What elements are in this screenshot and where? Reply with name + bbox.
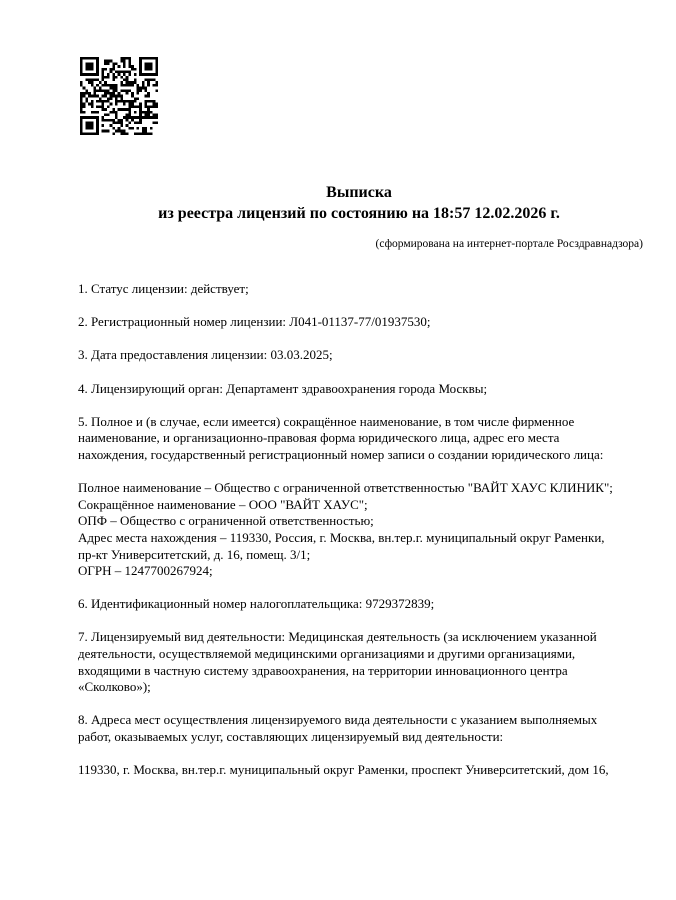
document-body: [78, 281, 653, 779]
paragraph: [78, 414, 653, 464]
paragraph: [78, 480, 653, 580]
qr-code-glyph: [80, 57, 158, 135]
paragraph: [78, 629, 653, 695]
paragraph-line: входящими в частную систему здравоохранения, на территории инновационного центра: [78, 662, 568, 678]
paragraph-line: Адрес места нахождения – 119330, Россия, г. Москва, вн.тер.г. муниципальный округ Раменки,: [78, 529, 605, 545]
paragraph-line: 6. Идентификационный номер налогоплательщика: 9729372839;: [78, 596, 435, 612]
paragraph-line: Сокращённое наименование – ООО "ВАЙТ ХАУС";: [78, 496, 368, 512]
paragraph-line: «Сколково»);: [78, 679, 151, 695]
paragraph: [78, 762, 653, 779]
paragraph-line: 119330, г. Москва, вн.тер.г. муниципальный округ Раменки, проспект Университетский, дом 16,: [78, 762, 609, 778]
paragraph: [78, 314, 653, 331]
title-line-2: из реестра лицензий по состоянию на 18:57 12.02.2026 г.: [158, 205, 560, 222]
paragraph-line: 8. Адреса мест осуществления лицензируемого вида деятельности с указанием выполняемых: [78, 712, 598, 728]
title-line-1: Выписка: [326, 184, 392, 201]
paragraph-line: 2. Регистрационный номер лицензии: Л041-01137-77/01937530;: [78, 314, 431, 330]
document-title: [78, 182, 640, 224]
formation-note: (сформирована на интернет-портале Росздравнадзора): [375, 238, 643, 250]
paragraph-line: пр-кт Университетский, д. 16, помещ. 3/1;: [78, 546, 311, 562]
paragraph-line: деятельности, осуществляемой медицинскими организациями и другими организациями,: [78, 646, 576, 662]
paragraph: [78, 347, 653, 364]
paragraph-line: работ, оказываемых услуг, составляющих лицензируемый вид деятельности:: [78, 729, 504, 745]
paragraph-line: наименование, и организационно-правовая форма юридического лица, адрес его места: [78, 430, 560, 446]
paragraph-line: ОГРН – 1247700267924;: [78, 563, 213, 579]
paragraph-line: 3. Дата предоставления лицензии: 03.03.2025;: [78, 347, 333, 363]
paragraph: [78, 281, 653, 298]
paragraph: [78, 596, 653, 613]
paragraph-line: 4. Лицензирующий орган: Департамент здравоохранения города Москвы;: [78, 380, 488, 396]
paragraph-line: Полное наименование – Общество с ограниченной ответственностью "ВАЙТ ХАУС КЛИНИК";: [78, 480, 613, 496]
paragraph-line: 1. Статус лицензии: действует;: [78, 281, 249, 296]
qr-code-icon: [80, 57, 158, 135]
paragraph: [78, 381, 653, 398]
paragraph-line: 7. Лицензируемый вид деятельности: Медицинская деятельность (за исключением указанной: [78, 629, 597, 645]
paragraph: [78, 712, 653, 745]
paragraph-line: 5. Полное и (в случае, если имеется) сокращённое наименование, в том числе фирменное: [78, 413, 575, 429]
paragraph-line: нахождения, государственный регистрационный номер записи о создании юридического лица:: [78, 446, 604, 462]
paragraph-line: ОПФ – Общество с ограниченной ответственностью;: [78, 513, 374, 529]
